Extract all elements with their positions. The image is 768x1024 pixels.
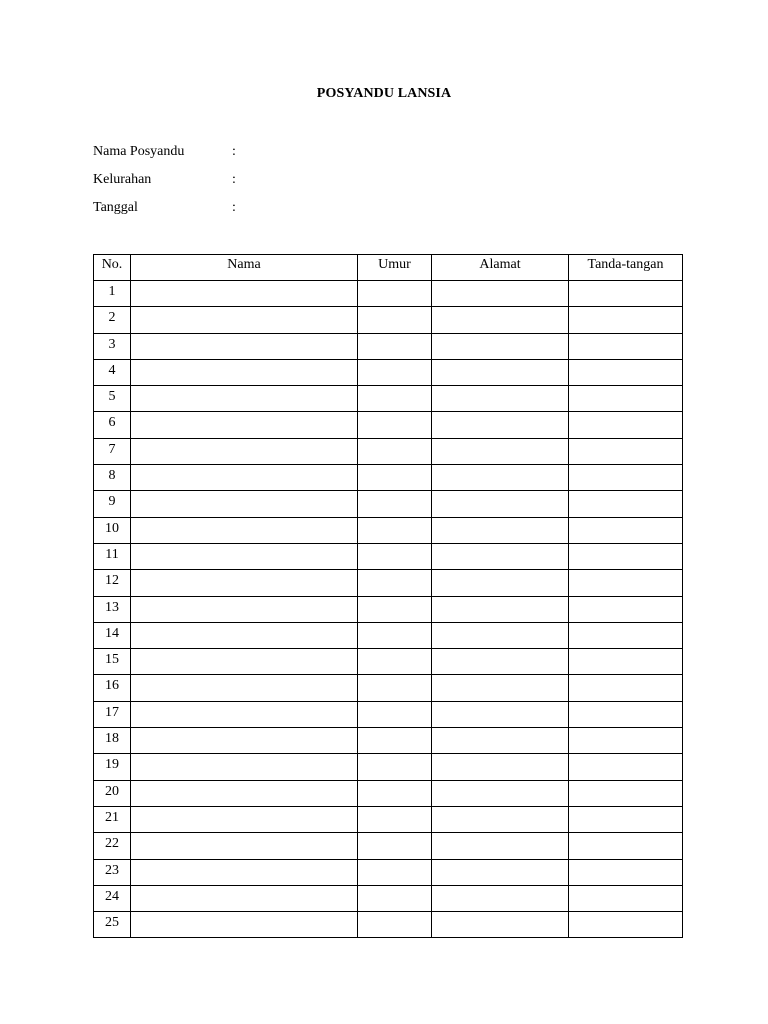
cell-alamat (432, 333, 569, 359)
cell-tanda-tangan (569, 543, 683, 569)
cell-nama (131, 491, 358, 517)
page-title: POSYANDU LANSIA (316, 86, 452, 101)
cell-tanda-tangan (569, 859, 683, 885)
cell-tanda-tangan (569, 570, 683, 596)
cell-umur (358, 622, 432, 648)
cell-no: 24 (94, 885, 131, 911)
cell-nama (131, 780, 358, 806)
table-row (94, 281, 683, 307)
cell-tanda-tangan (569, 386, 683, 412)
cell-umur (358, 675, 432, 701)
header-umur: Umur (358, 255, 432, 281)
cell-umur (358, 754, 432, 780)
cell-no: 15 (94, 649, 131, 675)
table-row (94, 701, 683, 727)
table-row (94, 728, 683, 754)
cell-alamat (432, 543, 569, 569)
header-tanda-tangan: Tanda-tangan (569, 255, 683, 281)
cell-umur (358, 307, 432, 333)
table-row (94, 359, 683, 385)
cell-tanda-tangan (569, 780, 683, 806)
cell-alamat (432, 754, 569, 780)
info-colon: : (232, 200, 236, 215)
cell-nama (131, 754, 358, 780)
cell-no: 5 (94, 386, 131, 412)
cell-umur (358, 701, 432, 727)
cell-no: 17 (94, 701, 131, 727)
cell-alamat (432, 570, 569, 596)
cell-tanda-tangan (569, 307, 683, 333)
table-row (94, 596, 683, 622)
cell-tanda-tangan (569, 517, 683, 543)
cell-nama (131, 596, 358, 622)
cell-alamat (432, 833, 569, 859)
cell-nama (131, 912, 358, 938)
cell-alamat (432, 885, 569, 911)
cell-umur (358, 281, 432, 307)
table-body (94, 281, 683, 938)
cell-tanda-tangan (569, 622, 683, 648)
header-nama: Nama (131, 255, 358, 281)
cell-alamat (432, 491, 569, 517)
cell-umur (358, 570, 432, 596)
cell-nama (131, 517, 358, 543)
info-label: Nama Posyandu (93, 144, 185, 159)
cell-nama (131, 543, 358, 569)
cell-alamat (432, 281, 569, 307)
cell-nama (131, 701, 358, 727)
cell-umur (358, 806, 432, 832)
table-row (94, 649, 683, 675)
cell-no: 1 (94, 281, 131, 307)
cell-no: 22 (94, 833, 131, 859)
cell-alamat (432, 622, 569, 648)
cell-no: 25 (94, 912, 131, 938)
table-row (94, 859, 683, 885)
table-row (94, 517, 683, 543)
cell-umur (358, 438, 432, 464)
cell-umur (358, 465, 432, 491)
cell-tanda-tangan (569, 491, 683, 517)
cell-no: 9 (94, 491, 131, 517)
cell-umur (358, 833, 432, 859)
cell-nama (131, 438, 358, 464)
cell-no: 16 (94, 675, 131, 701)
cell-nama (131, 359, 358, 385)
cell-nama (131, 728, 358, 754)
cell-nama (131, 333, 358, 359)
cell-umur (358, 885, 432, 911)
cell-no: 12 (94, 570, 131, 596)
cell-umur (358, 728, 432, 754)
cell-no: 11 (94, 543, 131, 569)
cell-alamat (432, 596, 569, 622)
table-row (94, 570, 683, 596)
cell-nama (131, 806, 358, 832)
cell-umur (358, 912, 432, 938)
table-row (94, 806, 683, 832)
cell-nama (131, 859, 358, 885)
cell-no: 3 (94, 333, 131, 359)
cell-alamat (432, 859, 569, 885)
cell-no: 6 (94, 412, 131, 438)
cell-tanda-tangan (569, 754, 683, 780)
cell-umur (358, 596, 432, 622)
cell-alamat (432, 386, 569, 412)
table-row (94, 491, 683, 517)
cell-umur (358, 491, 432, 517)
table-row (94, 780, 683, 806)
cell-tanda-tangan (569, 412, 683, 438)
info-row-nama-posyandu (93, 142, 393, 170)
cell-umur (358, 517, 432, 543)
cell-umur (358, 359, 432, 385)
cell-no: 21 (94, 806, 131, 832)
cell-alamat (432, 649, 569, 675)
cell-umur (358, 412, 432, 438)
table-row (94, 438, 683, 464)
cell-umur (358, 649, 432, 675)
table-row (94, 912, 683, 938)
cell-alamat (432, 412, 569, 438)
cell-tanda-tangan (569, 833, 683, 859)
cell-nama (131, 622, 358, 648)
cell-tanda-tangan (569, 912, 683, 938)
cell-alamat (432, 675, 569, 701)
cell-no: 4 (94, 359, 131, 385)
table-header-row (94, 255, 683, 281)
cell-nama (131, 386, 358, 412)
cell-alamat (432, 701, 569, 727)
cell-nama (131, 281, 358, 307)
table-row (94, 754, 683, 780)
table-row (94, 622, 683, 648)
cell-no: 19 (94, 754, 131, 780)
table-row (94, 675, 683, 701)
info-colon: : (232, 144, 236, 159)
cell-umur (358, 333, 432, 359)
cell-no: 14 (94, 622, 131, 648)
cell-umur (358, 780, 432, 806)
cell-nama (131, 570, 358, 596)
cell-nama (131, 649, 358, 675)
cell-nama (131, 307, 358, 333)
cell-no: 23 (94, 859, 131, 885)
info-row-kelurahan (93, 170, 393, 198)
table-row (94, 333, 683, 359)
cell-nama (131, 833, 358, 859)
cell-alamat (432, 307, 569, 333)
table-row (94, 465, 683, 491)
table-row (94, 885, 683, 911)
header-no: No. (94, 255, 131, 281)
cell-tanda-tangan (569, 885, 683, 911)
cell-alamat (432, 359, 569, 385)
table-row (94, 833, 683, 859)
cell-tanda-tangan (569, 701, 683, 727)
cell-alamat (432, 438, 569, 464)
cell-nama (131, 675, 358, 701)
cell-no: 8 (94, 465, 131, 491)
header-alamat: Alamat (432, 255, 569, 281)
cell-umur (358, 543, 432, 569)
cell-alamat (432, 806, 569, 832)
info-block (93, 142, 393, 226)
info-row-tanggal (93, 198, 393, 226)
cell-umur (358, 859, 432, 885)
cell-tanda-tangan (569, 281, 683, 307)
cell-no: 2 (94, 307, 131, 333)
cell-alamat (432, 780, 569, 806)
cell-no: 13 (94, 596, 131, 622)
cell-no: 20 (94, 780, 131, 806)
table-row (94, 412, 683, 438)
cell-tanda-tangan (569, 728, 683, 754)
cell-tanda-tangan (569, 649, 683, 675)
cell-alamat (432, 517, 569, 543)
cell-no: 7 (94, 438, 131, 464)
cell-tanda-tangan (569, 596, 683, 622)
cell-tanda-tangan (569, 675, 683, 701)
table-row (94, 543, 683, 569)
info-label: Tanggal (93, 200, 138, 215)
cell-nama (131, 465, 358, 491)
cell-alamat (432, 728, 569, 754)
cell-alamat (432, 912, 569, 938)
cell-tanda-tangan (569, 806, 683, 832)
cell-nama (131, 885, 358, 911)
attendance-table (93, 254, 683, 938)
info-label: Kelurahan (93, 172, 152, 187)
cell-tanda-tangan (569, 438, 683, 464)
table-row (94, 307, 683, 333)
cell-umur (358, 386, 432, 412)
cell-tanda-tangan (569, 359, 683, 385)
cell-no: 18 (94, 728, 131, 754)
info-colon: : (232, 172, 236, 187)
cell-no: 10 (94, 517, 131, 543)
cell-tanda-tangan (569, 333, 683, 359)
cell-tanda-tangan (569, 465, 683, 491)
cell-alamat (432, 465, 569, 491)
table-row (94, 386, 683, 412)
cell-nama (131, 412, 358, 438)
